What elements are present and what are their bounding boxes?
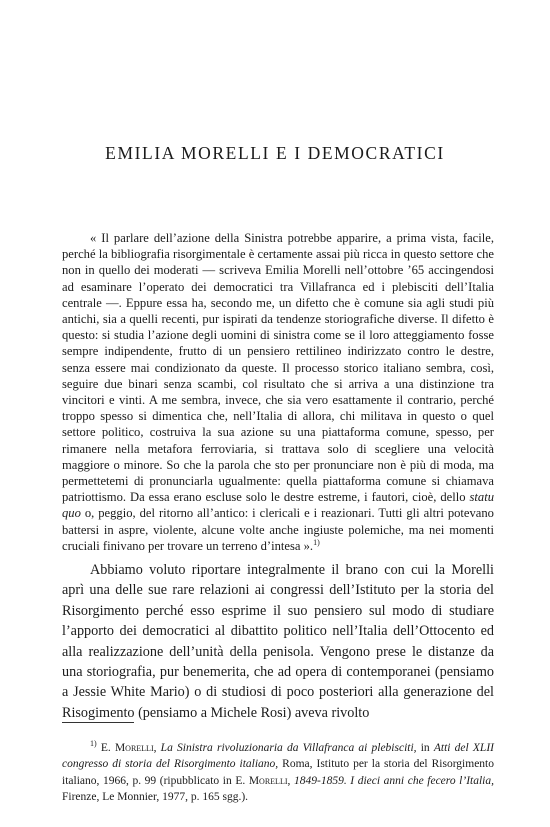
body-paragraph: Abbiamo voluto riportare integralmente il brano con cui la Morelli aprì una delle sue rare relazioni ai congressi dell’Istituto per la storia del Risorgimento perché esso esprime il suo pensiero sul modo di studiare l’apporto dei democratici al dibattito politico nell’Italia dell’Ottocento ed alla realizzazione dell’unità della penisola. Vengono prese le distanze da una storiografia, pur benemerita, che ad opera di contemporanei (pensiamo a Jessie White Mario) o di studiosi di poco posteriori alla generazione del Risogimento (pensiamo a Michele Rosi) aveva rivolto xyxy=(62,562,494,721)
footnote-author: E. Morelli, xyxy=(100,742,157,754)
footnote-author-repub: E. Morelli, xyxy=(235,774,291,787)
footnote-proceedings-title: Atti del XLII congresso di storia del Risorgimento italiano, xyxy=(62,742,494,771)
footnote-in: in xyxy=(420,742,430,754)
footnote-publisher-repub: Firenze, Le Monnier, 1977, p. 165 sgg.). xyxy=(62,790,249,803)
block-quote xyxy=(62,230,494,554)
quote-text-end: o, peggio, del ritorno all’antico: i clericali e i reazionari. Tutti gli altri potevano battersi in aspre, violente, alcune volte anche ingiuste polemiche, ma nei momenti cruciali finivano per trovare un terreno d’intesa ». xyxy=(62,506,494,553)
footnote-publisher: Roma, Istituto per la storia del Risorgimento italiano, 1966, p. 99 (ripubblicato in xyxy=(62,758,494,787)
quote-text: « Il parlare dell’azione della Sinistra potrebbe apparire, a prima vista, facile, perché la bibliografia risorgimentale è certamente assai più ricca in questo settore che non in quello dei moderati — scriveva Emilia Morelli nell’ottobre ’65 accingendosi ad esaminare l’operato dei democratici tra Villafranca ed i plebisciti dell’Italia centrale —. Eppure essa ha, secondo me, un difetto che è comune sia agli studi più antichi, sia a quelli recenti, pur ispirati da tendenze storiografiche diverse. Il difetto è questo: si studia l’azione degli uomini di sinistra come se il loro atteggiamento fosse sempre indipendente, frutto di un pensiero rettilineo indirizzato contro le destre, senza essere mai condizionato da queste. Il processo storico italiano sembra, così, seguire due binari senza scambi, col risultato che si arriva a una distinzione tra vincitori e vinti. A me sembra, invece, che sia vero esattamente il contrario, perché troppo spesso si dimentica che, nell’Italia di allora, chi militava in questo o quel settore politico, costruiva la sua azione su una piattaforma comune, spesso, per rimanere nella metafora ferroviaria, si trattava solo di scegliere una velocità maggiore o minore. So che la parola che sto per pronunciare non è più di moda, ma permettetemi di pronunciarla ugualmente: quella piattaforma comune si chiamava patriottismo. Da essa erano escluse solo le destre estreme, i fautori, cioè, dello xyxy=(62,231,494,505)
footnote xyxy=(62,740,494,805)
footnote-divider xyxy=(62,722,134,723)
quote-paragraph xyxy=(62,230,494,554)
body-text xyxy=(62,560,494,723)
page-title: EMILIA MORELLI E I DEMOCRATICI xyxy=(105,143,445,163)
footnote-title: La Sinistra rivoluzionaria da Villafranca ai plebisciti, xyxy=(160,742,417,754)
quote-italic-phrase: statu quo xyxy=(62,490,494,521)
footnote-paragraph xyxy=(62,740,494,805)
footnote-mark: 1) xyxy=(90,739,97,749)
footnote-reference[interactable]: 1) xyxy=(313,537,320,547)
footnote-book-title: 1849-1859. I dieci anni che fecero l’Italia, xyxy=(293,774,495,787)
